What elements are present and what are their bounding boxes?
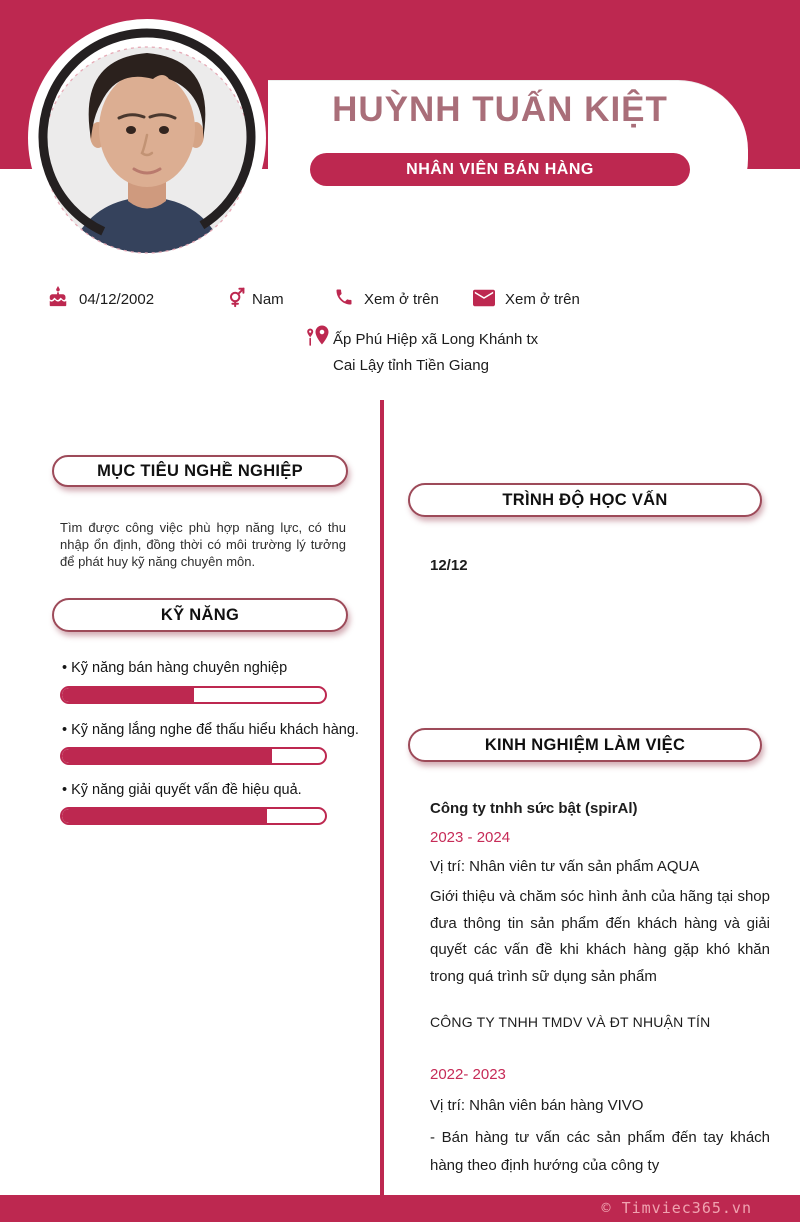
job-period: 2022- 2023 [430,1066,506,1083]
skill-bar [60,807,327,825]
section-heading-objective: MỤC TIÊU NGHỀ NGHIỆP [52,455,348,487]
section-heading-education: TRÌNH ĐỘ HỌC VẤN [408,483,762,517]
skill-bar-fill [62,809,267,823]
gender-icon [226,285,248,309]
cake-icon [47,286,69,308]
candidate-name: HUỲNH TUẤN KIỆT [332,90,668,129]
footer-copyright: © Timviec365.vn [601,1199,752,1217]
skill-label: • Kỹ năng giải quyết vấn đề hiệu quả. [62,782,302,798]
job-position: Vị trí: Nhân viên bán hàng VIVO [430,1097,644,1114]
objective-text: Tìm được công việc phù hợp năng lực, có thu nhập ổn định, đồng thời có môi trường lý tưởng để phát huy kỹ năng chuyên môn. [60,520,346,569]
address-value [333,327,538,379]
job-position: Vị trí: Nhân viên tư vấn sản phẩm AQUA [430,858,700,875]
skill-label: • Kỹ năng lắng nghe để thấu hiểu khách hàng. [62,722,359,738]
job-company: Công ty tnhh sức bật (spirAl) [430,800,638,817]
skill-bar-fill [62,749,272,763]
education-detail: 12/12 [430,557,468,574]
column-divider [380,400,384,1196]
birthday-value: 04/12/2002 [79,291,155,308]
skill-bar [60,747,327,765]
skill-bar-fill [62,688,194,702]
location-pin-icon [305,324,331,350]
job-title-pill: NHÂN VIÊN BÁN HÀNG [310,153,690,186]
skill-bar [60,686,327,704]
mail-icon [473,289,495,307]
footer-bar [0,1195,800,1222]
email-value: Xem ở trên [505,291,580,308]
section-heading-experience: KINH NGHIỆM LÀM VIỆC [408,728,762,762]
phone-value: Xem ở trên [364,291,439,308]
section-heading-skills: KỸ NĂNG [52,598,348,632]
job-period: 2023 - 2024 [430,829,511,846]
job-description: Giới thiệu và chăm sóc hình ảnh của hãng tại shop đưa thông tin sản phẩm đến khách hàng và giải quyết các vấn đề khi khách hàng gặp khó khăn trong quá trình sữ dụng sản phẩm [430,888,770,985]
profile-photo [17,7,277,267]
gender-value: Nam [252,291,284,308]
job-company: CÔNG TY TNHH TMDV VÀ ĐT NHUẬN TÍN [430,1014,711,1030]
phone-icon [334,287,354,307]
skill-label: • Kỹ năng bán hàng chuyên nghiệp [62,660,287,676]
address-line-1: Ấp Phú Hiệp xã Long Khánh tx [333,331,539,348]
address-line-2: Cai Lậy tỉnh Tiền Giang [333,357,489,374]
job-description: - Bán hàng tư vấn các sản phẩm đến tay khách hàng theo định hướng của công ty [430,1129,770,1174]
